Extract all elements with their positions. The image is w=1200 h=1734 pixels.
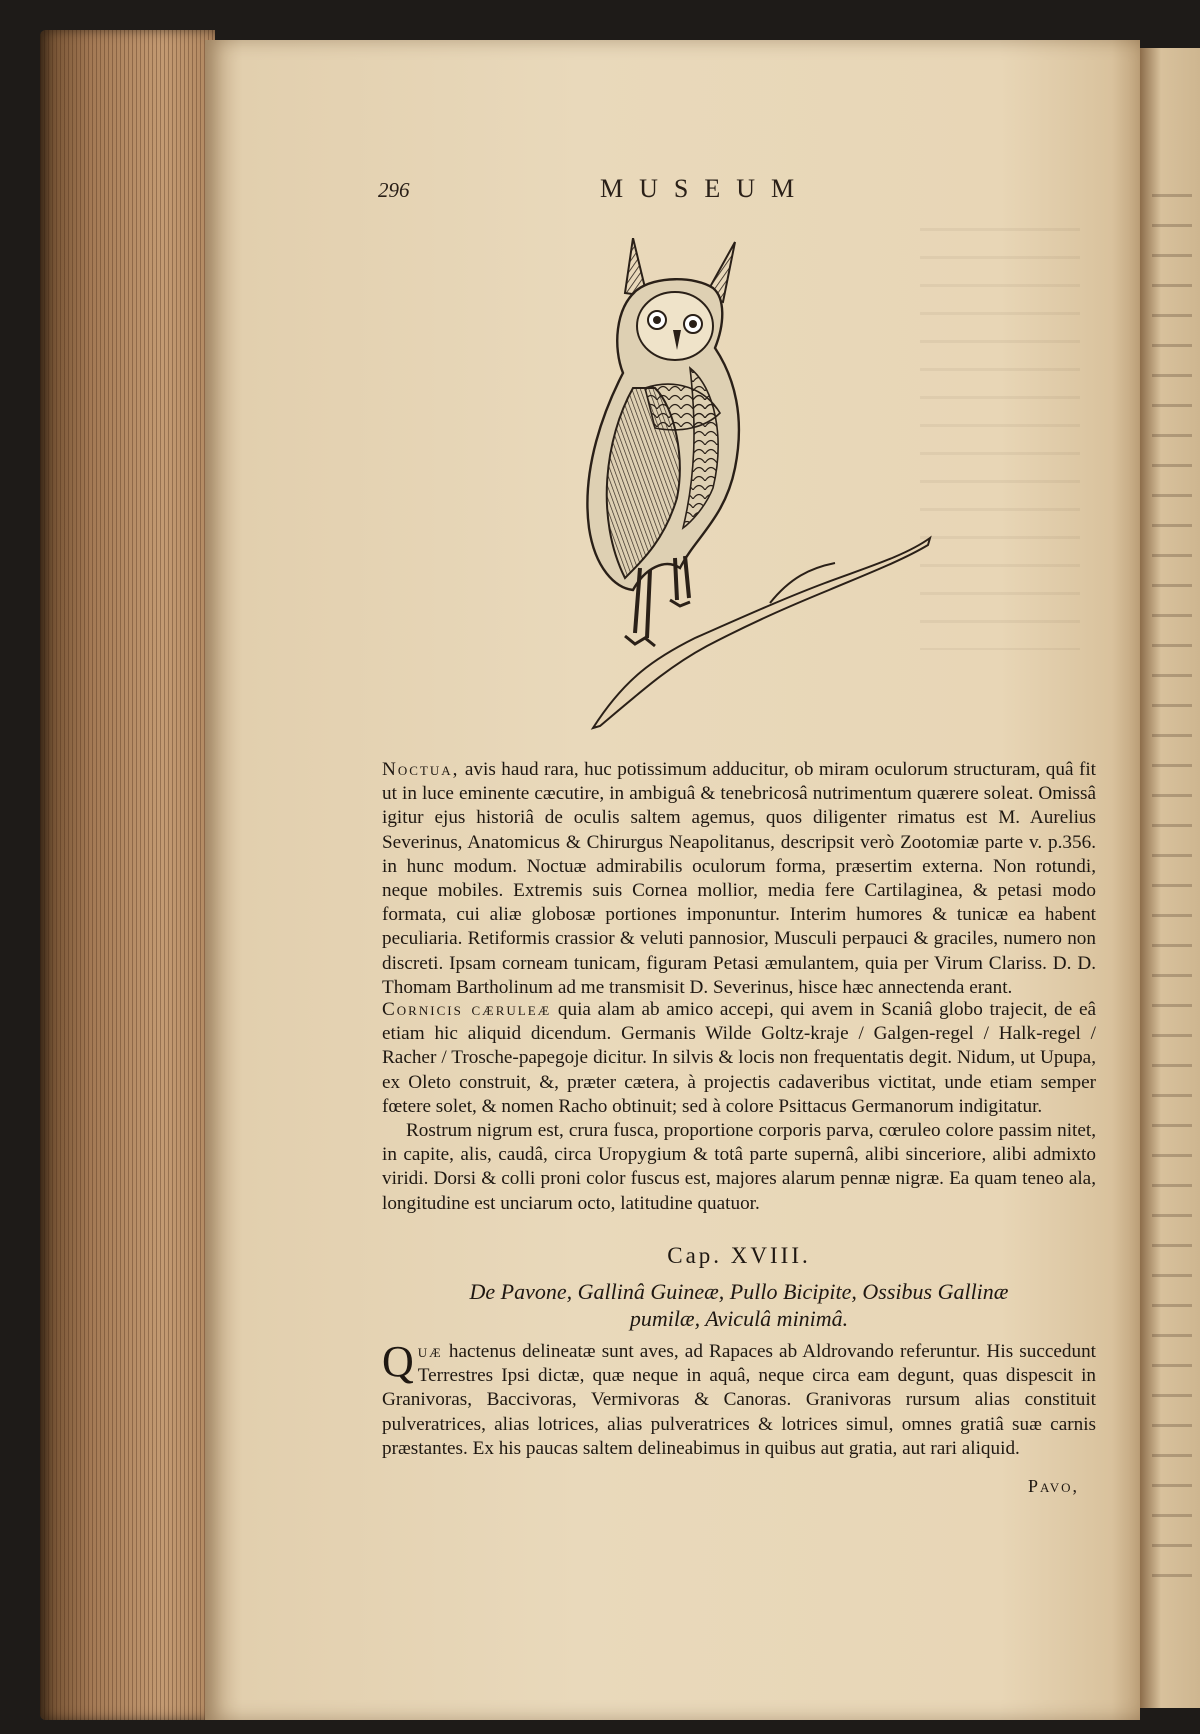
cornix-text-1: quia alam ab amico accepi, qui avem in Scaniâ globo trajecit, de eâ etiam hic aliquid dicendum. Germanis Wilde Goltz-kraje / Galgen-regel / Halk-regel / Racher / Trosche-papegoje dicitur. In silvis & locis non frequentatis degit. Nidum, ut Upupa, ex Oleto construit, &, præter cætera, à projectis cadaveribus victitat, unde etiam semper fœtere solet, & nomen Racho obtinuit; sed à colore Psittacus Germanorum indigitatur.: [382, 999, 1096, 1117]
chapter-heading: Cap. XVIII.: [667, 1243, 811, 1268]
page-number: 296: [378, 178, 410, 202]
facing-page-text-edge: [1152, 180, 1192, 1580]
chapter-subtitle-line-1: De Pavone, Gallinâ Guineæ, Pullo Bicipite, Ossibus Gallinæ: [469, 1279, 1009, 1304]
intro-paragraph: [382, 1337, 1096, 1461]
noctua-lead: Noctua,: [382, 759, 460, 780]
cornix-lead: Cornicis cæruleæ: [382, 999, 552, 1020]
owl-woodcut-illustration: [585, 238, 935, 730]
intro-section: [382, 1337, 1096, 1461]
cornix-paragraph-1: [382, 998, 1096, 1119]
noctua-section: [382, 758, 1096, 1000]
chapter-subtitle-line-2: pumilæ, Aviculâ minimâ.: [629, 1306, 849, 1331]
intro-lead: uæ: [417, 1341, 443, 1362]
chapter-subtitle: [382, 1278, 1096, 1332]
noctua-paragraph: [382, 758, 1096, 1000]
book-page-edges: [40, 30, 215, 1720]
catchword: Pavo,: [1028, 1476, 1079, 1496]
cornix-paragraph-2: Rostrum nigrum est, crura fusca, proportione corporis parva, cœruleo colore passim nitet, in capite, alis, caudâ, circa Uropygium & totâ parte supernâ, alibi sinceriore, alibi admixto viridi. Dorsi & colli proni color fuscus est, majores alarum pennæ nigræ. Ea quam teneo ala, longitudine est unciarum octo, latitudine quatuor.: [382, 1120, 1096, 1214]
drop-capital: Q: [382, 1337, 414, 1386]
noctua-text: avis haud rara, huc potissimum adducitur, ob miram oculorum structuram, quâ fit ut in luce eminente cæcutire, in ambiguâ & tenebricosâ nutrimentum quærere soleat. Omissâ igitur ejus historiâ de oculis saltem agemus, quos diligenter rimatus est M. Aurelius Severinus, Anatomicus & Chirurgus Neapolitanus, descripsit verò Zootomiæ parte v. p.356. in hunc modum. Noctuæ admirabilis oculorum forma, præsertim externa. Non rotundi, neque mobiles. Extremis suis Cornea mollior, media fere Cartilaginea, & petasi modo formata, cui aliæ globosæ portiones imponuntur. Interim humores & tunicæ ea habent peculiaria. Retiformis crassior & veluti pannosior, Musculi perpauci & graciles, numero non discreti. Ipsam corneam tunicam, figuram Petasi æmulantem, quia per Virum Clariss. D. D. Thomam Bartholinum ad me transmisit D. Severinus, hisce hæc annectenda erant.: [382, 759, 1096, 998]
cornix-section: [382, 998, 1096, 1216]
intro-text: hactenus delineatæ sunt aves, ad Rapaces ab Aldrovando referuntur. His succedunt Terrestres Ipsi dictæ, quæ neque in aquâ, neque circa eam degunt, quas dispescit in Granivoras, Baccivoras, Vermivoras & Canoras. Granivoras rursum alias constituit pulveratrices, alias lotrices, alias pulveratrices & lotrices simul, omnes gratiâ suæ carnis præstantes. Ex his paucas saltem delineabimus in quibus aut gratia, aut rari aliquid.: [382, 1341, 1096, 1459]
running-head: MUSEUM: [600, 174, 811, 203]
